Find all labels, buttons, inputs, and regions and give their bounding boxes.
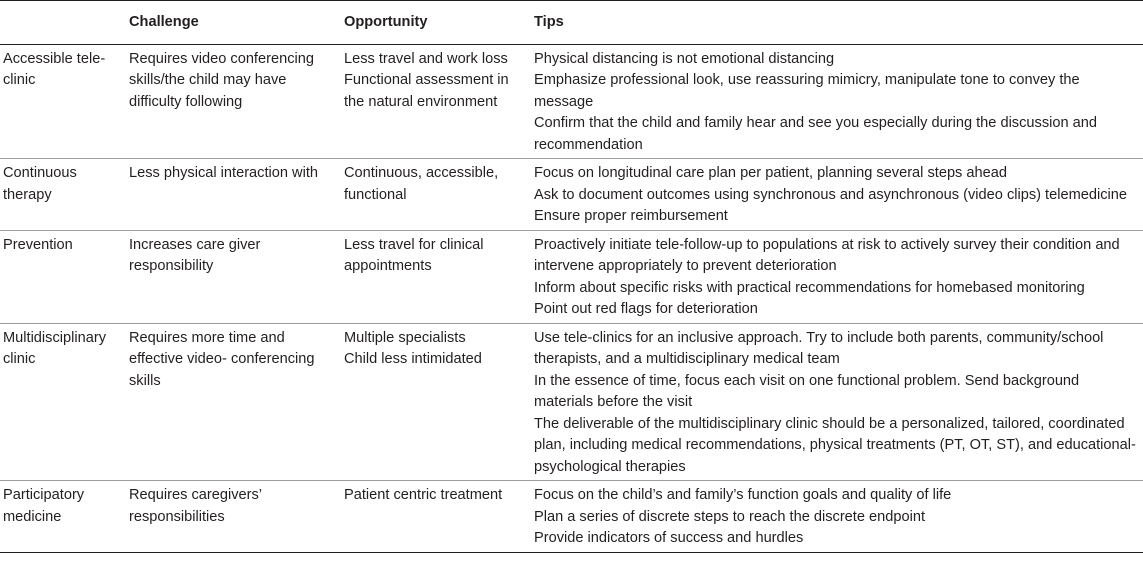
challenge-line: Requires caregivers’ responsibilities xyxy=(129,487,262,525)
row-name-cell: Prevention xyxy=(0,230,125,323)
row-name-cell: Participatory medicine xyxy=(0,481,125,553)
opportunity-line: Functional assessment in the natural environment xyxy=(344,72,509,110)
opportunity-cell xyxy=(340,159,530,231)
challenge-cell xyxy=(125,481,340,553)
table-row xyxy=(0,481,1143,553)
header-opportunity: Opportunity xyxy=(340,1,530,45)
tips-line: Ensure proper reimbursement xyxy=(534,208,728,224)
tips-line: In the essence of time, focus each visit on one functional problem. Send background materials before the visit xyxy=(534,372,1080,410)
challenge-line: Requires video conferencing skills/the child may have difficulty following xyxy=(129,50,314,110)
tips-cell xyxy=(530,159,1143,231)
opportunity-cell xyxy=(340,481,530,553)
header-row xyxy=(0,1,1143,45)
header-row-label xyxy=(0,1,125,45)
tips-cell xyxy=(530,323,1143,481)
table-row xyxy=(0,44,1143,159)
challenge-cell xyxy=(125,230,340,323)
opportunity-cell xyxy=(340,323,530,481)
challenge-line: Increases care giver responsibility xyxy=(129,236,261,274)
tips-line: Point out red flags for deterioration xyxy=(534,301,758,317)
tips-cell xyxy=(530,44,1143,159)
tips-line: Focus on longitudinal care plan per patient, planning several steps ahead xyxy=(534,165,1007,181)
tips-line: The deliverable of the multidisciplinary clinic should be a personalized, tailored, coordinated plan, including medical recommendations, physical treatments (PT, OT, ST), and educational-psychological therapies xyxy=(534,415,1136,475)
challenge-cell xyxy=(125,44,340,159)
tips-line: Plan a series of discrete steps to reach the discrete endpoint xyxy=(534,508,926,525)
opportunity-line: Continuous, accessible, functional xyxy=(344,165,499,203)
challenge-line: Requires more time and effective video- conferencing skills xyxy=(129,329,315,389)
table-row xyxy=(0,323,1143,481)
tips-line: Inform about specific risks with practical recommendations for homebased monitoring xyxy=(534,279,1085,296)
table-row xyxy=(0,159,1143,231)
tips-cell xyxy=(530,481,1143,553)
table-row xyxy=(0,230,1143,323)
opportunity-line: Less travel and work loss xyxy=(344,50,508,67)
header-challenge: Challenge xyxy=(125,1,340,45)
tips-line: Provide indicators of success and hurdles xyxy=(534,530,804,546)
opportunity-line: Multiple specialists xyxy=(344,329,466,346)
challenge-cell xyxy=(125,159,340,231)
opportunity-line: Child less intimidated xyxy=(344,351,482,367)
tips-line: Confirm that the child and family hear and see you especially during the discussion and recommendation xyxy=(534,115,1097,153)
tips-line: Proactively initiate tele-follow-up to populations at risk to actively survey their condition and intervene appropriately to prevent deterioration xyxy=(534,236,1120,274)
challenge-line: Less physical interaction with xyxy=(129,165,318,181)
tips-line: Ask to document outcomes using synchronous and asynchronous (video clips) telemedicine xyxy=(534,186,1127,203)
row-name-cell: Accessible tele-clinic xyxy=(0,44,125,159)
opportunity-line: Less travel for clinical appointments xyxy=(344,236,484,274)
table-body xyxy=(0,44,1143,552)
header-tips: Tips xyxy=(530,1,1143,45)
opportunity-line: Patient centric treatment xyxy=(344,487,503,503)
opportunity-cell xyxy=(340,44,530,159)
row-name-cell: Multidisciplinary clinic xyxy=(0,323,125,481)
tips-cell xyxy=(530,230,1143,323)
tips-line: Physical distancing is not emotional distancing xyxy=(534,50,835,67)
tips-line: Focus on the child’s and family’s function goals and quality of life xyxy=(534,487,952,503)
tips-line: Emphasize professional look, use reassuring mimicry, manipulate tone to convey the message xyxy=(534,72,1080,110)
tips-line: Use tele-clinics for an inclusive approach. Try to include both parents, community/school therapists, and a multidisciplinary medical team xyxy=(534,329,1104,367)
challenge-cell xyxy=(125,323,340,481)
opportunity-cell xyxy=(340,230,530,323)
row-name-cell: Continuous therapy xyxy=(0,159,125,231)
